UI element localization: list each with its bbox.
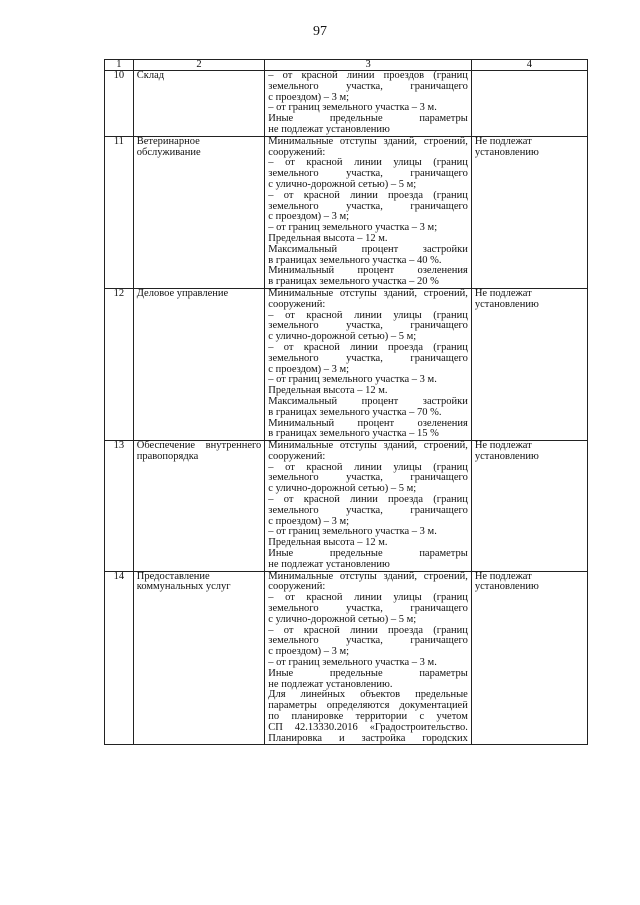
land-use-type-name: коммунальных услуг [136, 581, 231, 593]
parameter-line: Максимальный процент застройки [268, 396, 468, 407]
parameter-line: – от красной линии улицы (границ [268, 158, 468, 169]
parameter-line: – от красной линии проездов (границ [268, 71, 468, 81]
parameter-line: – от границ земельного участка – 3 м. [268, 375, 437, 386]
parameter-line: Минимальные отступы зданий, строений, [268, 571, 468, 582]
parameter-line: Для линейных объектов предельные [268, 690, 468, 701]
parameter-line: земельного участка, граничащего [268, 353, 468, 364]
parameter-line: Предельная высота – 12 м. [268, 538, 388, 549]
parameter-line: – от границ земельного участка – 3 м; [268, 223, 438, 234]
parameter-line: Минимальные отступы зданий, строений, [268, 136, 468, 147]
table-row [105, 571, 588, 745]
parameter-line: – от красной линии проезда (границ [268, 342, 468, 353]
parameters-cell [265, 288, 472, 440]
column-number: 3 [265, 60, 472, 71]
parameter-line: сооружений: [268, 299, 326, 310]
land-use-type-cell [133, 571, 265, 745]
parameter-line: Максимальный процент застройки [268, 244, 468, 255]
parameter-line: Планировка и застройка городских [268, 733, 468, 744]
parameter-line: не подлежат установлению [268, 124, 390, 135]
parameter-line: сооружений: [268, 451, 326, 462]
restrictions-cell: Не подлежат установлению [471, 571, 587, 745]
row-number: 12 [105, 288, 134, 440]
column-number: 1 [105, 60, 134, 71]
parameter-line: Минимальные отступы зданий, строений, [268, 288, 468, 299]
land-use-type-name: Ветеринарное [136, 135, 200, 147]
parameter-line: с улично-дорожной сетью) – 5 м; [268, 484, 417, 495]
parameter-line: Иные предельные параметры [268, 549, 468, 560]
table-row [105, 288, 588, 440]
parameter-line: с проездом) – 3 м; [268, 516, 350, 527]
parameter-line: с улично-дорожной сетью) – 5 м; [268, 614, 417, 625]
page-number: 97 [313, 24, 327, 39]
land-use-type-cell [133, 288, 265, 440]
parameter-line: Иные предельные параметры [268, 668, 468, 679]
parameter-line: – от границ земельного участка – 3 м. [268, 527, 437, 538]
restrictions-cell: Не подлежат установлению [471, 441, 587, 572]
parameter-line: Предельная высота – 12 м. [268, 233, 388, 244]
parameter-line: земельного участка, граничащего [268, 81, 468, 92]
parameter-line: с проездом) – 3 м; [268, 92, 350, 103]
land-use-type-name: Склад [136, 70, 165, 81]
parameter-line: СП 42.13330.2016 «Градостроительство. [268, 722, 468, 733]
restrictions-cell: Не подлежат установлению [471, 288, 587, 440]
parameter-line: – от границ земельного участка – 3 м. [268, 103, 437, 114]
parameter-line: с улично-дорожной сетью) – 5 м; [268, 332, 417, 343]
parameter-line: земельного участка, граничащего [268, 169, 468, 180]
parameter-line: – от красной линии проезда (границ [268, 625, 468, 636]
row-number: 11 [105, 136, 134, 288]
parameter-line: в границах земельного участка – 70 %. [268, 407, 442, 418]
land-use-type-name: Деловое управление [136, 287, 229, 299]
land-use-type-cell [133, 71, 265, 137]
parameter-line: – от красной линии проезда (границ [268, 190, 468, 201]
parameter-line: в границах земельного участка – 15 % [268, 429, 439, 440]
land-use-type-name: Предоставление [136, 570, 210, 582]
parameters-cell [265, 571, 472, 745]
parameter-line: Минимальные отступы зданий, строений, [268, 441, 468, 452]
parameter-line: земельного участка, граничащего [268, 505, 468, 516]
land-use-type-cell [133, 441, 265, 572]
parameter-line: земельного участка, граничащего [268, 201, 468, 212]
parameter-line: сооружений: [268, 582, 326, 593]
parameters-cell [265, 441, 472, 572]
parameter-line: земельного участка, граничащего [268, 321, 468, 332]
parameter-line: с проездом) – 3 м; [268, 212, 350, 223]
land-use-type-name: обслуживание [136, 146, 201, 158]
parameter-line: с улично-дорожной сетью) – 5 м; [268, 179, 417, 190]
parameter-line: с проездом) – 3 м; [268, 647, 350, 658]
parameter-line: земельного участка, граничащего [268, 604, 468, 615]
parameter-line: Минимальный процент озеленения [268, 266, 468, 277]
parameter-line: – от красной линии улицы (границ [268, 462, 468, 473]
table-row [105, 71, 588, 137]
regulations-table [104, 59, 588, 745]
row-number: 13 [105, 441, 134, 572]
parameter-line: не подлежат установлению [268, 559, 390, 570]
column-number-row [105, 60, 588, 71]
parameter-line: параметры определяются документацией [268, 701, 468, 712]
restrictions-cell [471, 71, 587, 137]
table-row [105, 136, 588, 288]
table-row [105, 441, 588, 572]
parameter-line: – от границ земельного участка – 3 м. [268, 658, 437, 669]
row-number: 10 [105, 71, 134, 137]
land-use-type-name: Обеспечение внутреннего [136, 440, 262, 452]
restrictions-cell: Не подлежат установлению [471, 136, 587, 288]
land-use-type-cell [133, 136, 265, 288]
column-number: 4 [471, 60, 587, 71]
parameter-line: с проездом) – 3 м; [268, 364, 350, 375]
parameter-line: сооружений: [268, 147, 326, 158]
parameters-cell [265, 136, 472, 288]
parameter-line: в границах земельного участка – 20 % [268, 277, 439, 288]
parameter-line: не подлежат установлению. [268, 679, 393, 690]
parameter-line: по планировке территории с учетом [268, 712, 468, 723]
parameter-line: в границах земельного участка – 40 %. [268, 255, 442, 266]
row-number: 14 [105, 571, 134, 745]
parameters-cell [265, 71, 472, 137]
land-use-type-name: правопорядка [136, 450, 199, 462]
parameter-line: земельного участка, граничащего [268, 636, 468, 647]
column-number: 2 [133, 60, 265, 71]
parameter-line: – от красной линии улицы (границ [268, 310, 468, 321]
parameter-line: – от красной линии проезда (границ [268, 495, 468, 506]
parameter-line: земельного участка, граничащего [268, 473, 468, 484]
parameter-line: – от красной линии улицы (границ [268, 593, 468, 604]
parameter-line: Минимальный процент озеленения [268, 418, 468, 429]
parameter-line: Иные предельные параметры [268, 114, 468, 125]
parameter-line: Предельная высота – 12 м. [268, 386, 388, 397]
